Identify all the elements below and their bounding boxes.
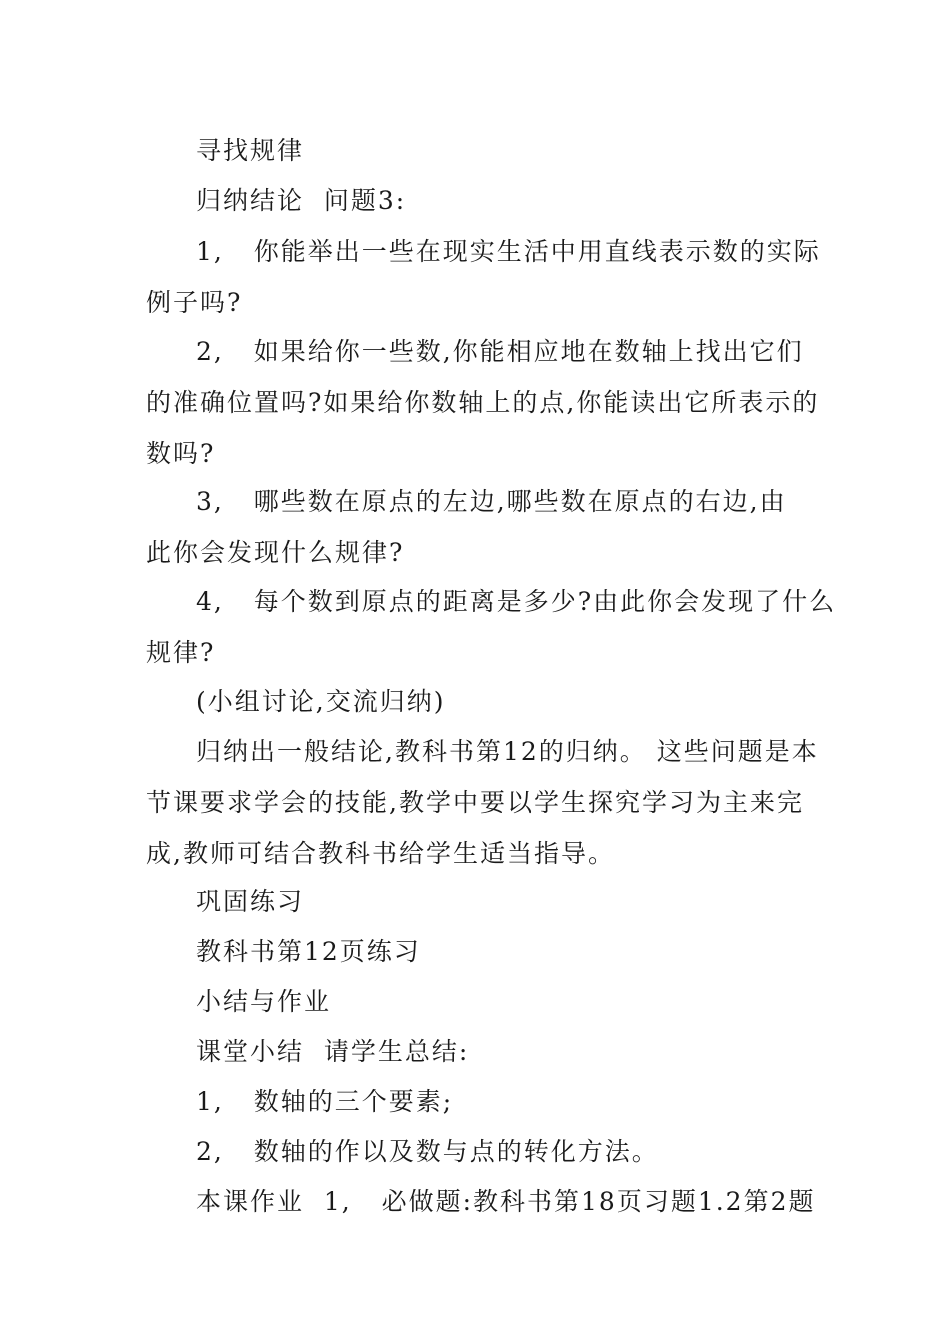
paragraph-conclusion-question3 [146,175,808,226]
text-line: 寻找规律 [196,136,305,165]
paragraph-general-conclusion [146,726,819,879]
paragraph-summary-item-2 [146,1126,808,1177]
paragraph-question-2 [146,326,820,479]
text-line: 归纳出一般结论,教科书第12的归纳。 这些问题是本 [196,737,819,766]
paragraph-homework [146,1176,816,1227]
paragraph-summary-homework [146,976,808,1027]
paragraph-question-3 [146,476,808,578]
text-line: 节课要求学会的技能,教学中要以学生探究学习为主来完 [146,788,804,817]
paragraph-summary-item-1 [146,1076,808,1127]
text-line: 本课作业 1, 必做题:教科书第18页习题1.2第2题 [196,1187,816,1216]
paragraph-question-4 [146,576,837,678]
text-line: 2, 数轴的作以及数与点的转化方法。 [196,1137,659,1166]
text-line: 巩固练习 [196,887,305,916]
text-line: 1, 数轴的三个要素; [196,1087,454,1116]
text-line: (小组讨论,交流归纳) [196,687,446,716]
paragraph-group-discussion [146,676,808,727]
text-line: 课堂小结 请学生总结: [196,1037,470,1066]
text-line: 例子吗? [146,288,243,317]
text-line: 教科书第12页练习 [196,937,421,966]
text-line: 的准确位置吗?如果给你数轴上的点,你能读出它所表示的 [146,388,820,417]
paragraph-question-1 [146,226,821,328]
text-line: 成,教师可结合教科书给学生适当指导。 [146,839,615,868]
paragraph-textbook-exercise [146,926,808,977]
text-line: 此你会发现什么规律? [146,538,405,567]
text-line: 规律? [146,638,216,667]
paragraph-class-summary [146,1026,808,1077]
text-line: 数吗? [146,439,216,468]
text-line: 归纳结论 问题3: [196,186,407,215]
text-line: 小结与作业 [196,987,332,1016]
paragraph-find-pattern [146,125,808,176]
text-line: 2, 如果给你一些数,你能相应地在数轴上找出它们 [196,337,804,366]
paragraph-consolidation-practice [146,876,808,927]
text-line: 4, 每个数到原点的距离是多少?由此你会发现了什么 [196,587,837,616]
text-line: 3, 哪些数在原点的左边,哪些数在原点的右边,由 [196,487,787,516]
text-line: 1, 你能举出一些在现实生活中用直线表示数的实际 [196,237,821,266]
